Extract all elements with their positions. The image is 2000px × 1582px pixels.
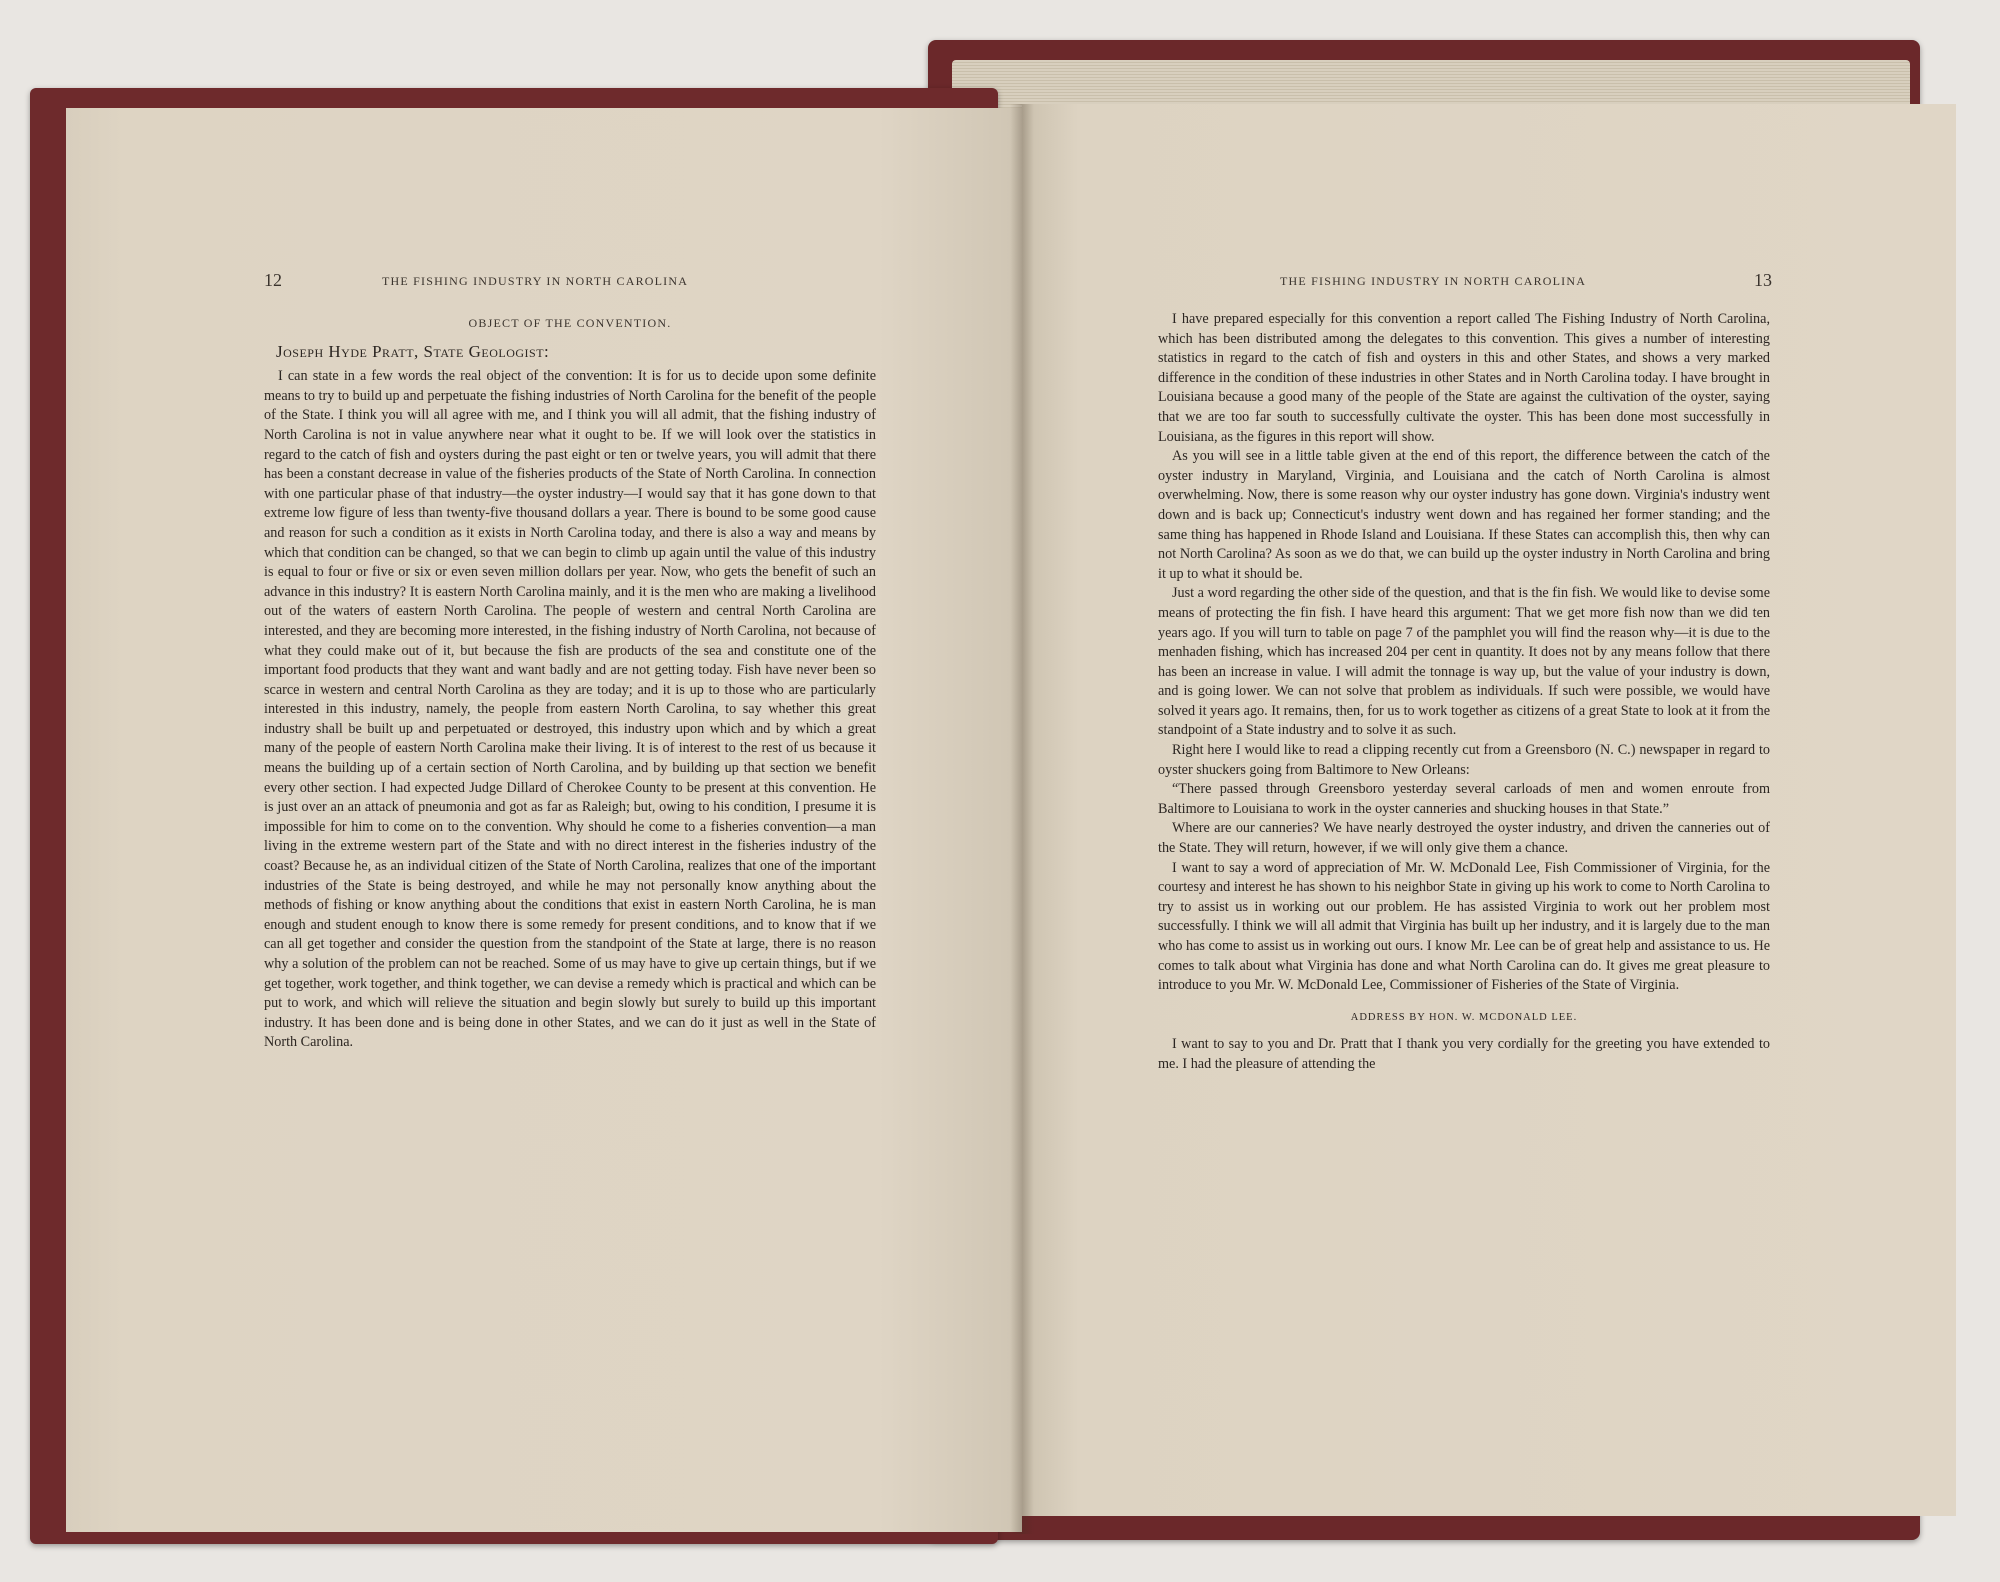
left-page-number: 12 [264, 270, 282, 290]
left-page [66, 108, 1022, 1532]
right-paragraph: As you will see in a little table given at the end of this report, the difference between the catch of the oyster industry in Maryland, Virginia, and Louisiana and the catch of North Carolina is almost overwhelming. Now, there is some reason why our oyster industry has gone down. Virginia's industry went down and is back up; Connecticut's industry went down and has regained her former standing; and the same thing has happened in Rhode Island and Louisiana. If these States can accomplish this, then why can not North Carolina? As soon as we do that, we can build up the oyster industry in North Carolina and bring it up to what it should be. [1158, 448, 1770, 582]
right-paragraph: I have prepared especially for this convention a report called The Fishing Industry of North Carolina, which has been distributed among the delegates to this convention. This gives a number of interesting statistics in regard to the catch of fish and oysters in this and other States, and shows a very marked difference in the condition of these industries in other States and in North Carolina today. I have brought in Louisiana because a good many of the people of the State are against the cultivation of the oyster, saying that we are too far south to successfully cultivate the oyster. This has been done most successfully in Louisiana, as the figures in this report will show. [1158, 311, 1770, 445]
left-text-block [264, 314, 876, 1053]
right-page-number: 13 [1754, 270, 1772, 290]
right-text-block [1158, 310, 1770, 1075]
left-running-head: THE FISHING INDUSTRY IN NORTH CAROLINA [382, 274, 689, 288]
section-title: OBJECT OF THE CONVENTION. [468, 316, 672, 330]
right-paragraph: I want to say a word of appreciation of Mr. W. McDonald Lee, Fish Commissioner of Virginia, for the courtesy and interest he has shown to his neighbor State in giving up his work to come to North Carolina to try to assist us in working out our problem. He has assisted Virginia to work out her problem most successfully. I think we will all admit that Virginia has built up her industry, and it is largely due to the man who has come to assist us in working out ours. I know Mr. Lee can be of great help and assistance to us. He comes to talk about what Virginia has done and what North Carolina can do. It gives me great pleasure to introduce to you Mr. W. McDonald Lee, Commissioner of Fisheries of the State of Virginia. [1158, 859, 1770, 994]
left-paragraph: I can state in a few words the real object of the convention: It is for us to decide upon some definite means to try to build up and perpetuate the fishing industries of North Carolina for the benefit of the people of the State. I think you will all agree with me, and I think you will all admit, that the fishing industry of North Carolina is not in value anywhere near what it ought to be. If we will look over the statistics in regard to the catch of fish and oysters during the past eight or ten or twelve years, you will admit that there has been a constant decrease in value of the fisheries products of the State of North Carolina. In connection with one particular phase of that industry—the oyster industry—I would say that it has gone down to that extreme low figure of less than twenty-five thousand dollars a year. There is bound to be some good cause and reason for such a condition as it exists in North Carolina today, and there is also a way and means by which that condition can be changed, so that we can begin to climb up again until the value of this industry is equal to four or five or six or even seven million dollars per year. Now, who gets the benefit of such an advance in this industry? It is eastern North Carolina mainly, and it is the men who are making a livelihood out of the waters of eastern North Carolina. The people of western and central North Carolina are interested, and they are becoming more interested, in the fishing industry of North Carolina, not because of what they could make out of it, but because the fish are products of the sea and constitute one of the important food products that they want and want badly and are not getting today. Fish have never been so scarce in western and central North Carolina as they are today; and it is up to those who are particularly interested in this industry, namely, the people from eastern North Carolina, to say whether this great industry shall be built up and perpetuated or destroyed, this industry upon which and by which a great many of the people of eastern North Carolina make their living. It is of interest to the rest of us because it means the building up of a certain section of North Carolina, and by building up that section we benefit every other section. I had expected Judge Dillard of Cherokee County to be present at this convention. He is just over an an attack of pneumonia and got as far as Raleigh; but, owing to his condition, I presume it is impossible for him to come on to the convention. Why should he come to a fisheries convention—a man living in the extreme western part of the State and with no direct interest in the fisheries industry of the coast? Because he, as an individual citizen of the State of North Carolina, realizes that one of the important industries of the State is being destroyed, and while he may not personally know anything about the methods of fishing or know anything about the conditions that exist in eastern North Carolina, he is man enough and student enough to know there is some remedy for present conditions, and to know that if we can all get together and consider the question from the standpoint of the State at large, there is no reason why a solution of the problem can not be reached. Some of us may have to give up certain things, but if we get together, work together, and think together, we can devise a remedy which is practical and which can be put to work, and which will relieve the situation and begin slowly but surely to build up this important industry. It has been done and is being done in other States, and we can do it just as well in the State of North Carolina. [264, 368, 876, 1051]
right-paragraph: “There passed through Greensboro yesterday several carloads of men and women enroute from Baltimore to Louisiana to work in the oyster canneries and shucking houses in that State.” [1158, 781, 1770, 817]
right-paragraph: Just a word regarding the other side of the question, and that is the fin fish. We would like to devise some means of protecting the fin fish. I have heard this argument: That we get more fish now than we did ten years ago. If you will turn to table on page 7 of the pamphlet you will find the reason why—it is due to the menhaden fishing, which has increased 204 per cent in quantity. It does not by any means follow that there has been an increase in value. I will admit the tonnage is way up, but the value of your industry is down, and is going lower. We can not solve that problem as individuals. If such were possible, we would have solved it years ago. It remains, then, for us to work together as citizens of a great State to look at it from the standpoint of a State industry and to solve it as such. [1158, 585, 1770, 739]
right-paragraph: Where are our canneries? We have nearly destroyed the oyster industry, and driven the canneries out of the State. They will return, however, if we will only give them a chance. [1158, 820, 1770, 857]
closing-paragraph: I want to say to you and Dr. Pratt that I thank you very cordially for the greeting you have extended to me. I had the pleasure of attending the [1158, 1036, 1770, 1072]
book-gutter [1010, 104, 1034, 1534]
speaker-name: Joseph Hyde Pratt, State Geologist: [276, 341, 550, 361]
address-title: ADDRESS BY HON. W. MCDONALD LEE. [1350, 1011, 1578, 1023]
right-running-head: THE FISHING INDUSTRY IN NORTH CAROLINA [1280, 274, 1587, 288]
right-paragraph: Right here I would like to read a clipping recently cut from a Greensboro (N. C.) newspaper in regard to oyster shuckers going from Baltimore to New Orleans: [1158, 742, 1770, 778]
right-page [1022, 104, 1956, 1516]
